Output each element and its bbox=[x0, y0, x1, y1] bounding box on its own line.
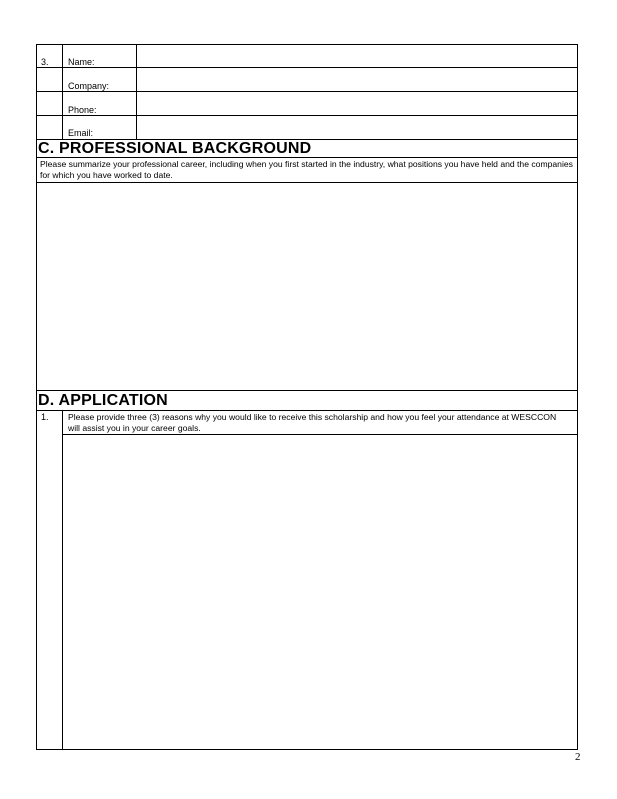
email-field[interactable] bbox=[137, 116, 577, 139]
professional-background-field[interactable] bbox=[37, 183, 577, 390]
reference-number: 3. bbox=[41, 57, 49, 67]
section-d-top-line bbox=[36, 390, 578, 391]
section-c-heading-line bbox=[36, 157, 578, 158]
section-c-heading: C. PROFESSIONAL BACKGROUND bbox=[38, 140, 312, 157]
name-field[interactable] bbox=[137, 45, 577, 67]
company-label: Company: bbox=[68, 81, 110, 91]
company-field[interactable] bbox=[137, 68, 577, 91]
question-1-text: Please provide three (3) reasons why you would like to receive this scholarship and how you feel your attendance at WESCCON will assist you in your career goals. bbox=[68, 412, 557, 433]
phone-label: Phone: bbox=[68, 105, 97, 115]
section-d-heading-line bbox=[36, 410, 578, 411]
email-label: Email: bbox=[68, 128, 94, 138]
ref-col-line-1 bbox=[62, 44, 63, 139]
name-label: Name: bbox=[68, 57, 95, 67]
question-1-answer-field[interactable] bbox=[63, 435, 577, 749]
page-number: 2 bbox=[575, 751, 581, 763]
question-1-number: 1. bbox=[41, 412, 49, 422]
section-c-instructions: Please summarize your professional career, including when you first started in the industry, what positions you have held and the companies for which you have worked to date. bbox=[40, 159, 573, 180]
phone-field[interactable] bbox=[137, 92, 577, 115]
section-d-heading: D. APPLICATION bbox=[38, 392, 168, 409]
